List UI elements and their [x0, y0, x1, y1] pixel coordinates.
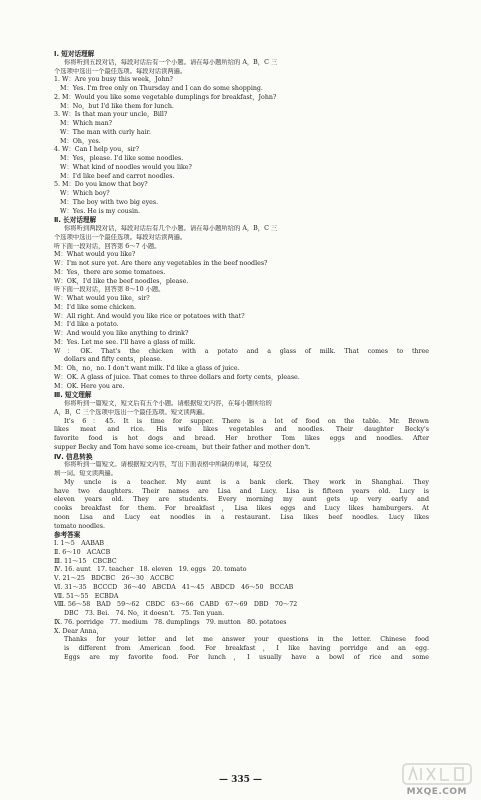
text-line: W：Yes. He is my cousin. — [60, 207, 141, 215]
text-line: M：I'd like some chicken. — [54, 303, 137, 311]
text-line: 个选项中选出一个最佳选项。每段对话读两遍。 — [54, 67, 187, 75]
text-line: likes meat and rice. His wife likes vegetables and noodles. Their daughter Becky's — [54, 426, 429, 434]
text-line: W：What would you like，sir? — [54, 295, 150, 302]
text-line: M：OK. Here you are. — [54, 382, 125, 390]
text-line: 5. M：Do you know that boy? — [54, 181, 148, 189]
text-line: W：I'm not sure yet. Are there any vegetables in the beef noodles? — [54, 260, 268, 267]
text-line: cooks breakfast for them. For breakfast，Lisa likes eggs and Lucy likes hamburgers. At — [54, 505, 429, 512]
text-line: Ⅱ. 6～10 ACACB — [54, 548, 111, 556]
text-line: Ⅷ. 56～58 BAD 59～62 CBDC 63～66 CABD 67～69 DBD 70～72 — [54, 601, 298, 609]
text-line: 听下面一段对话，回答第 6～7 小题。 — [54, 242, 161, 250]
section-heading: Ⅳ. 信息转换 — [54, 452, 93, 461]
section-heading: Ⅲ. 短文理解 — [54, 391, 92, 400]
text-line: M：Yes. Let me see. I'll have a glass of milk. — [54, 338, 196, 346]
text-line: Eggs are my favorite food. For lunch，I usually have a bowl of rice and some — [64, 653, 429, 661]
text-line: M：What would you like? — [54, 251, 136, 259]
text-line: 3. W：Is that man your uncle，Bill? — [54, 111, 168, 119]
text-line: favorite food is hot dogs and bread. Her brother Tom likes eggs and noodles. After — [54, 435, 429, 442]
text-line: Ⅹ. Dear Anna， — [54, 627, 103, 635]
text-line: 2. M：Would you like some vegetable dumplings for breakfast，John? — [54, 93, 277, 101]
text-line: M：Oh，no，no. I don't want milk. I'd like a glass of juice. — [54, 365, 240, 372]
text-line: A，B，C 三个选项中选出一个最佳选项。短文读两遍。 — [54, 408, 209, 416]
text-line: 1. W：Are you busy this week，John? — [54, 76, 173, 84]
text-line: Ⅲ. 11～15 CBCBC — [54, 557, 117, 565]
text-line: Ⅶ. 51～55 ECBDA — [54, 592, 119, 600]
text-line: 你将听到一篇短文。请根据短文内容，写出下面表格中所缺的单词，每空仅 — [64, 461, 272, 469]
text-line: W：OK. That's the chicken with a potato and a glass of milk. That comes to three — [54, 347, 429, 355]
text-line: noon Lisa and Lucy eat noodles in a restaurant. Lisa likes beef noodles. Lucy likes — [54, 513, 429, 521]
text-line: 个选项中选出一个最佳选项。每段对话读两遍。 — [54, 233, 187, 241]
text-line: W：And would you like anything to drink? — [54, 330, 189, 337]
text-line: W：What kind of noodles would you like? — [60, 163, 192, 171]
page-number: — 335 — — [218, 775, 263, 785]
text-line: Ⅵ. 31～35 BCCCD 36～40 ABCDA 41～45 ABDCD 46～50 BCCAB — [54, 583, 294, 591]
text-line: M：Yes，there are some tomatoes. — [54, 268, 166, 276]
text-line: M：No，but I'd like them for lunch. — [60, 102, 174, 110]
text-line: is different from American food. For breakfast，I like having porridge and an egg. — [64, 645, 429, 652]
text-line: M：Which man? — [60, 120, 113, 127]
text-line: tomato noodles. — [54, 522, 106, 530]
text-line: W：The man with curly hair. — [60, 128, 151, 136]
text-line: supper Becky and Tom have some ice-cream，but their father and mother don't. — [54, 443, 311, 451]
text-line: Ⅰ. 1～5 AABAB — [54, 540, 104, 547]
text-line: Ⅴ. 21～25 BDCBC 26～30 ACCBC — [54, 575, 174, 582]
text-line: M：I'd like beef and carrot noodles. — [60, 172, 175, 180]
text-line: M：Yes. I'm free only on Thursday and I can do some shopping. — [60, 85, 263, 92]
text-line: eleven years old. They are students. Every morning my aunt gets up very early and — [54, 496, 429, 504]
watermark-url: MXQE.COM — [406, 787, 467, 797]
text-line: have two daughters. Their names are Lisa and Lucy. Lisa is fifteen years old. Lucy is — [54, 487, 429, 495]
text-line: 听下面一段对话，回答第 8～10 小题。 — [54, 286, 165, 294]
text-line: My uncle is a teacher. My aunt is a bank clerk. They work in Shanghai. They — [64, 478, 429, 486]
text-line: 你将听到五段对话，每段对话后有一个小题。请在每小题所给的 A，B，C 三 — [64, 58, 278, 66]
section-heading: Ⅱ. 长对话理解 — [54, 216, 97, 225]
text-line: W：OK. A glass of juice. That comes to three dollars and forty cents，please. — [54, 373, 300, 381]
section-heading: Ⅰ. 短对话理解 — [54, 50, 95, 58]
text-line: 你将听到一篇短文，短文后有五个小题。请根据短文内容，在每小题所给的 — [64, 400, 272, 407]
text-line: W：OK，I'd like the beef noodles，please. — [54, 277, 189, 285]
text-line: dollars and fifty cents，please. — [64, 356, 163, 364]
text-line: W：All right. And would you like rice or potatoes with that? — [54, 312, 245, 320]
text-line: 填一词。短文读两遍。 — [54, 470, 117, 477]
text-line: M：Yes，please. I'd like some noodles. — [60, 155, 184, 162]
text-line: M：The boy with two big eyes. — [60, 198, 159, 206]
text-line: Ⅸ. 76. porridge 77. medium 78. dumplings 79. mutton 80. potatoes — [54, 618, 287, 626]
text-line: W：Which boy? — [60, 190, 110, 197]
text-line: It's 6：45. It is time for supper. There is a lot of food on the table. Mr. Brown — [64, 417, 429, 425]
text-line: 4. W：Can I help you，sir? — [54, 146, 140, 154]
text-line: 你将听到两段对话，每段对话后有几个小题。请在每小题所给的 A，B，C 三 — [64, 225, 278, 232]
section-heading: 参考答案 — [54, 531, 81, 540]
text-line: M：Oh，yes. — [60, 137, 101, 145]
text-line: M：I'd like a potato. — [54, 321, 119, 329]
text-line: DBC 73. Bei. 74. No，it doesn't. 75. Ten yuan. — [64, 610, 225, 617]
text-line: Thanks for your letter and let me answer your questions in the letter. Chinese food — [64, 636, 429, 644]
text-line: Ⅳ. 16. aunt 17. teacher 18. eleven 19. eggs 20. tomato — [54, 566, 247, 574]
